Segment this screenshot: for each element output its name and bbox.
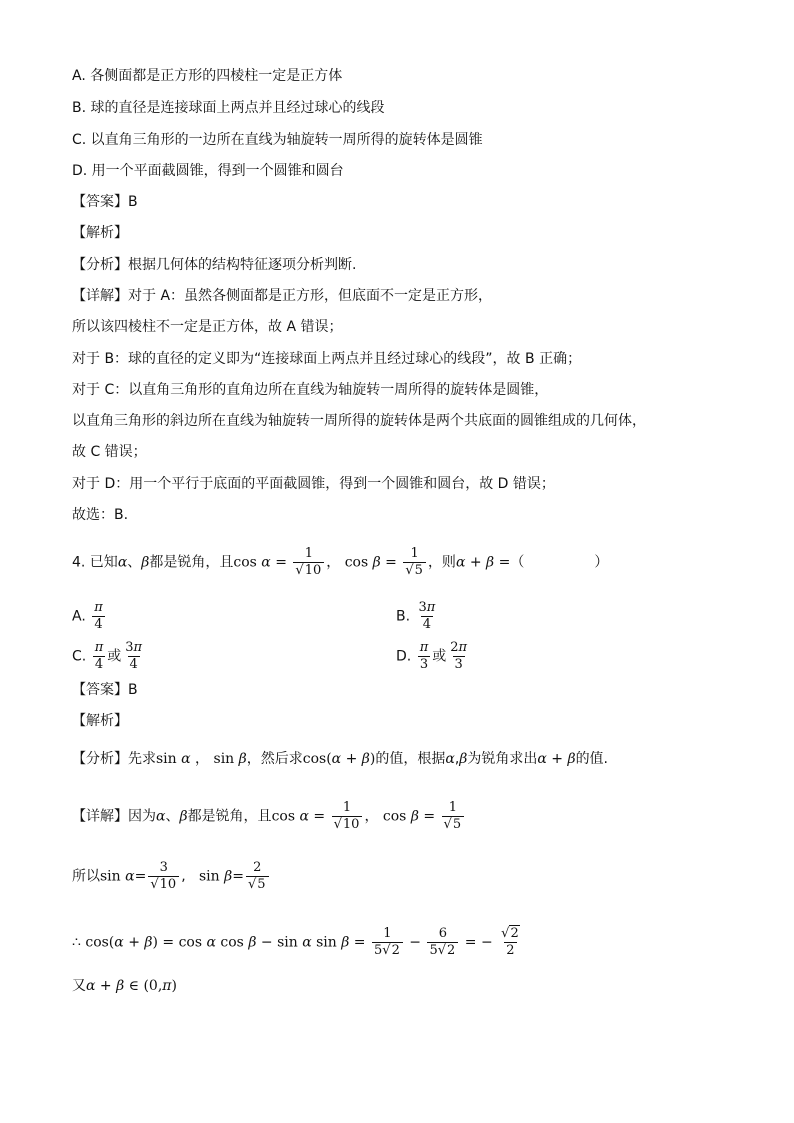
q3-detail-line: 对于 C：以直角三角形的直角边所在直线为轴旋转一周所得的旋转体是圆锥， (72, 382, 549, 398)
q3-option-b: B. 球的直径是连接球面上两点并且经过球心的线段 (72, 100, 385, 116)
q4-answer: 【答案】B (72, 682, 138, 698)
q3-detail-line: 所以该四棱柱不一定是正方体，故 A 错误； (72, 319, 343, 335)
q3-detail-line: 以直角三角形的斜边所在直线为轴旋转一周所得的旋转体是两个共底面的圆锥组成的几何体， (72, 413, 646, 429)
q3-answer: 【答案】B (72, 194, 138, 210)
q3-analysis-body: 【分析】根据几何体的结构特征逐项分析判断. (72, 257, 357, 273)
q3-option-c: C. 以直角三角形的一边所在直线为轴旋转一周所得的旋转体是圆锥 (72, 132, 483, 148)
q4-detail-line: 又α + β ∈ (0,π) (72, 978, 177, 994)
q3-option-a: A. 各侧面都是正方形的四棱柱一定是正方体 (72, 68, 343, 84)
q3-detail-line: 对于 D：用一个平行于底面的平面截圆锥，得到一个圆锥和圆台，故 D 错误； (72, 476, 555, 492)
q4-option-b: B. $\frac{3\pi}{4}$ (396, 600, 436, 632)
q4-analysis-body: 【分析】先求sin α ， sin β，然后求cos(α + β)的值，根据α,β为锐角求出α + β的值. (72, 751, 609, 767)
q4-stem: 4. 已知α、β都是锐角，且cos α = $\frac{1}{√10}$ ， cos β = $\frac{1}{√5}$ ，则α + β =（ ） (72, 546, 609, 578)
q4-option-d: D. $\frac{\pi}{3}$ 或 $\frac{2\pi}{3}$ (396, 640, 468, 672)
q3-analysis-title: 【解析】 (72, 225, 128, 241)
q3-detail-line: 故 C 错误； (72, 444, 147, 460)
q3-detail-line: 对于 B：球的直径的定义即为“连接球面上两点并且经过球心的线段”，故 B 正确； (72, 351, 582, 367)
q3-option-d: D. 用一个平面截圆锥，得到一个圆锥和圆台 (72, 163, 344, 179)
q4-option-c: C. $\frac{\pi}{4}$ 或 $\frac{3\pi}{4}$ (72, 640, 143, 672)
q3-detail-line: 【详解】对于 A：虽然各侧面都是正方形，但底面不一定是正方形， (72, 288, 493, 304)
q4-detail-line: ∴ cos(α + β) = cos α cos β − sin α sin β = $\frac{1}{5√2}$ − $\frac{6}{5√2}$ = − $\frac{√2}{2}$ (72, 926, 519, 958)
q4-analysis-title: 【解析】 (72, 713, 128, 729)
q4-option-a: A. $\frac{\pi}{4}$ (72, 600, 103, 632)
q4-detail-line: 【详解】因为α、β都是锐角，且cos α = $\frac{1}{√10}$ ， cos β = $\frac{1}{√5}$ (72, 800, 466, 833)
q4-detail-line: 所以sin α= $\frac{3}{√10}$ , sin β= $\frac{2}{√5}$ (72, 860, 271, 893)
q3-detail-line: 故选：B. (72, 507, 129, 523)
